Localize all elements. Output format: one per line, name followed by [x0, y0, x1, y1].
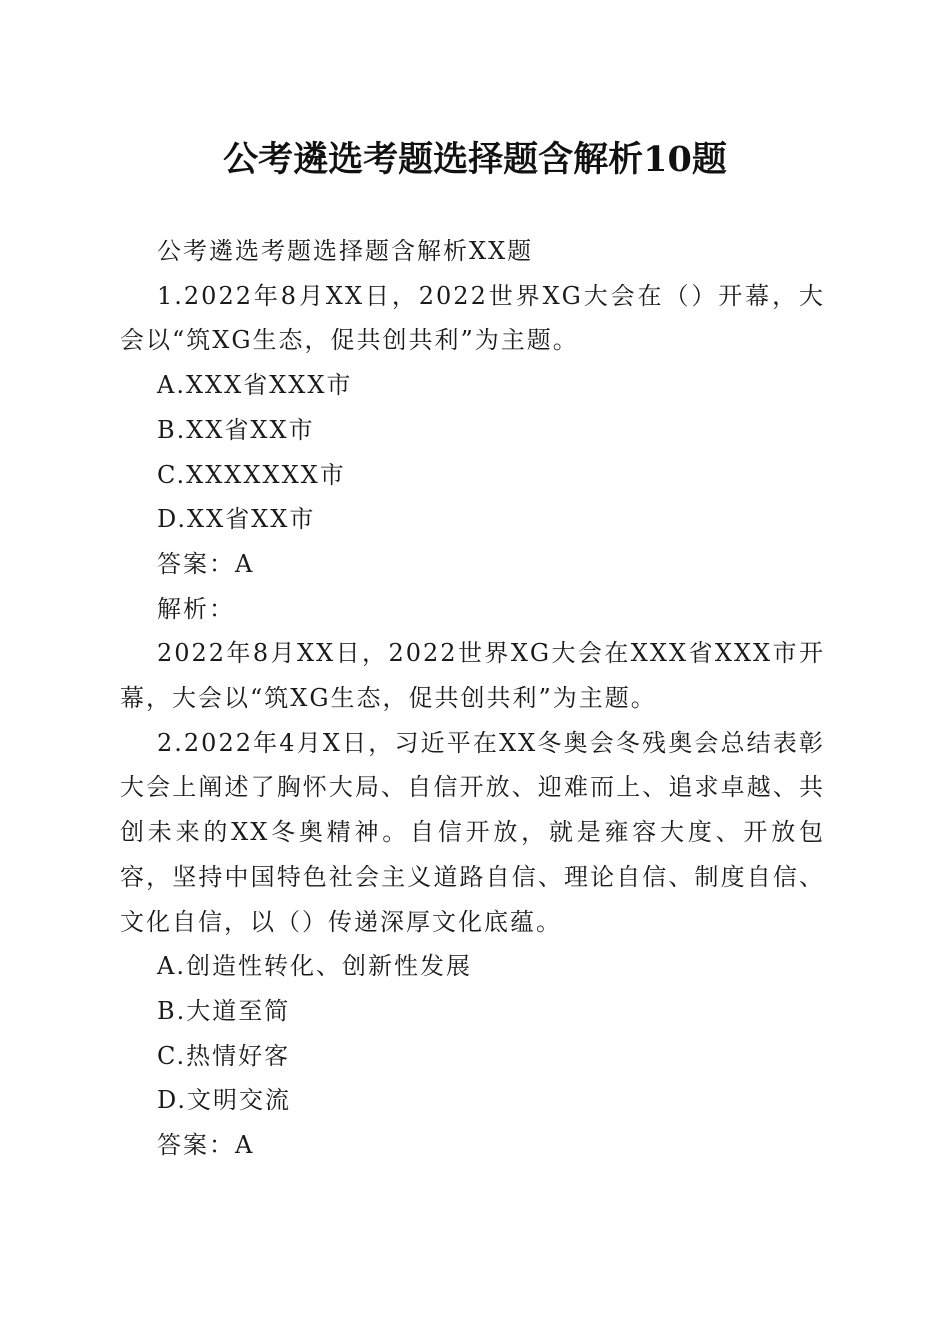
- question-2-option-b: B.大道至简: [157, 996, 291, 1025]
- question-1-answer: 答案：A: [157, 549, 255, 578]
- question-1-option-d: D.XX省XX市: [157, 505, 316, 534]
- question-2-answer: 答案：A: [157, 1131, 255, 1160]
- question-1-option-b: B.XX省XX市: [157, 415, 315, 444]
- question-2-option-c: C.热情好客: [157, 1041, 291, 1070]
- question-2: 2.2022年4月X日，习近平在XX冬奥会冬残奥会总结表彰大会上阐述了胸怀大局、自信开放、迎难而上、追求卓越、共创未来的XX冬奥精神。自信开放，就是雍容大度、开放包容，坚持中国特色社会主义道路自信、理论自信、制度自信、文化自信，以（）传递深厚文化底蕴。: [120, 728, 825, 936]
- question-2-option-d: D.文明交流: [157, 1086, 292, 1115]
- paragraph-subtitle: 公考遴选考题选择题含解析XX题: [157, 237, 534, 265]
- question-2-option-a: A.创造性转化、创新性发展: [157, 952, 472, 981]
- question-1-option-c: C.XXXXXXX市: [157, 460, 346, 489]
- question-1-analysis: 2022年8月XX日，2022世界XG大会在XXX省XXX市开幕，大会以“筑XG生态，促共创共利”为主题。: [120, 639, 825, 713]
- document-title: 公考遴选考题选择题含解析10题: [223, 139, 727, 180]
- question-1-option-a: A.XXX省XXX市: [157, 371, 353, 400]
- document-body: [120, 229, 825, 1168]
- question-1: 1.2022年8月XX日，2022世界XG大会在（）开幕，大会以“筑XG生态，促共创共利”为主题。: [120, 281, 825, 355]
- question-1-analysis-label: 解析：: [157, 594, 235, 623]
